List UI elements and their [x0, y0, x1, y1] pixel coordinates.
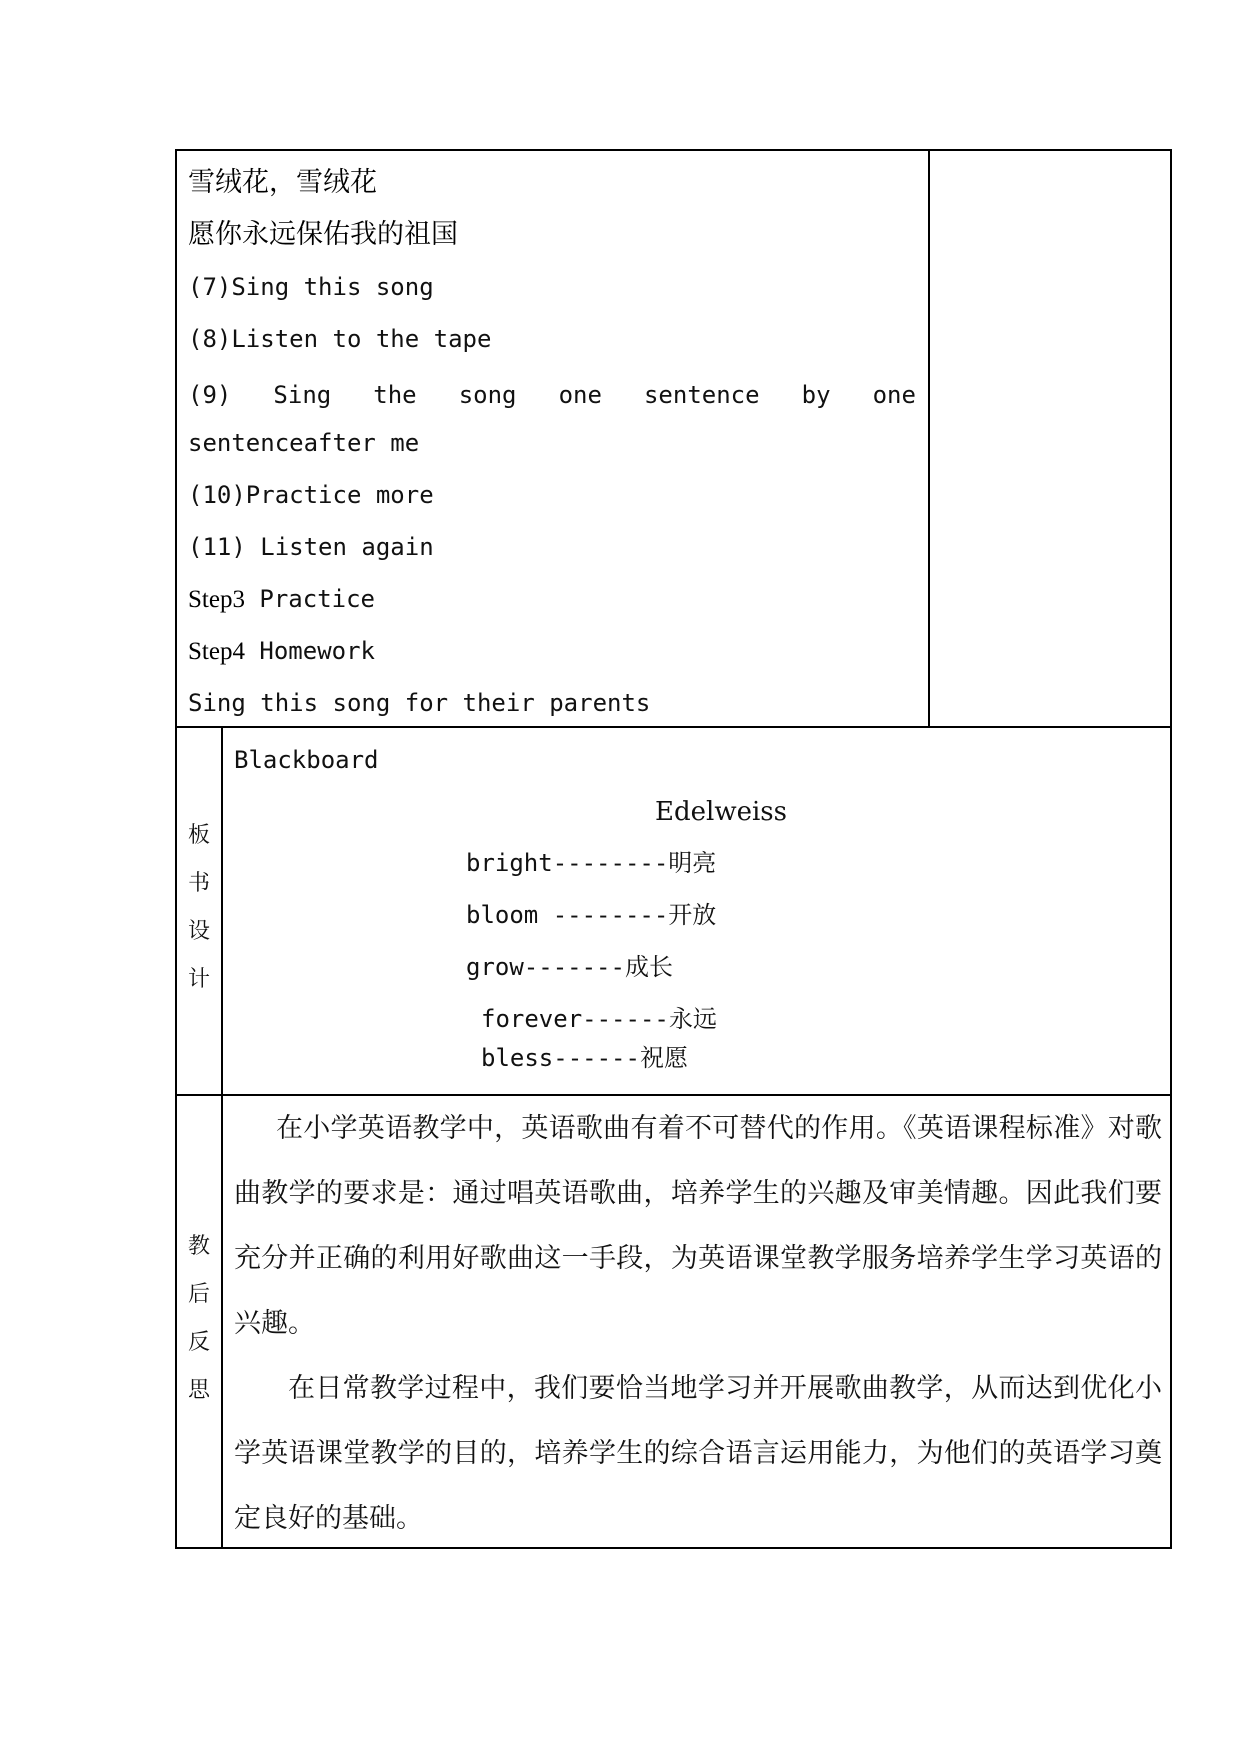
table-border-left [175, 149, 177, 1549]
step4-text: Homework [244, 637, 375, 665]
word: one [558, 381, 602, 409]
word: the [373, 381, 417, 409]
procedure-line-2: 愿你永远保佑我的祖国 [188, 219, 458, 250]
reflection-side-label-1: 教 [187, 1234, 210, 1259]
blackboard-side-label-2: 书 [187, 871, 210, 896]
word: song [458, 381, 517, 409]
column-divider-label [221, 726, 223, 1549]
procedure-line-8: (11) Listen again [188, 533, 434, 561]
step4-label: Step4 [188, 638, 245, 665]
column-divider-top-right [928, 149, 930, 728]
table-border-right [1170, 149, 1172, 1549]
blackboard-word-2: bloom --------开放 [466, 901, 717, 929]
table-border-top [175, 149, 1172, 151]
word: sentence [643, 381, 760, 409]
blackboard-side-label-1: 板 [187, 823, 210, 848]
word: (9) [188, 381, 232, 409]
procedure-line-11: Sing this song for their parents [188, 689, 651, 717]
blackboard-side-label-3: 设 [187, 919, 210, 944]
word: Sing [273, 381, 332, 409]
reflection-side-label-4: 思 [187, 1378, 210, 1403]
procedure-line-1: 雪绒花，雪绒花 [188, 167, 377, 198]
step4-line [188, 625, 375, 677]
procedure-line-5 [188, 369, 916, 421]
word: one [872, 381, 916, 409]
blackboard-word-3: grow-------成长 [466, 953, 673, 981]
reflection-paragraph-1: 在小学英语教学中，英语歌曲有着不可替代的作用。《英语课程标准》对歌曲教学的要求是：通过唱英语歌曲，培养学生的兴趣及审美情趣。因此我们要充分并正确的利用好歌曲这一手段，为英语课堂教学服务培养学生学习英语的兴趣。 [234, 1113, 1162, 1339]
blackboard-heading: Blackboard [234, 746, 379, 774]
blackboard-title: Edelweiss [655, 797, 787, 827]
blackboard-word-4: forever------永远 [481, 1005, 717, 1033]
procedure-line-3: (7)Sing this song [188, 273, 434, 301]
word: by [801, 381, 831, 409]
reflection-paragraph-2: 在日常教学过程中，我们要恰当地学习并开展歌曲教学，从而达到优化小学英语课堂教学的目的，培养学生的综合语言运用能力，为他们的英语学习奠定良好的基础。 [234, 1373, 1162, 1534]
blackboard-word-1: bright--------明亮 [466, 849, 717, 877]
step3-line [188, 573, 375, 625]
step3-label: Step3 [188, 586, 245, 613]
reflection-side-label-3: 反 [187, 1330, 210, 1355]
procedure-line-7: (10)Practice more [188, 481, 434, 509]
blackboard-word-5: bless------祝愿 [481, 1044, 688, 1072]
step3-text: Practice [244, 585, 375, 613]
procedure-line-4: (8)Listen to the tape [188, 325, 492, 353]
reflection-side-label-2: 后 [187, 1282, 210, 1307]
procedure-line-6: sentenceafter me [188, 429, 420, 457]
blackboard-side-label-4: 计 [187, 967, 210, 992]
